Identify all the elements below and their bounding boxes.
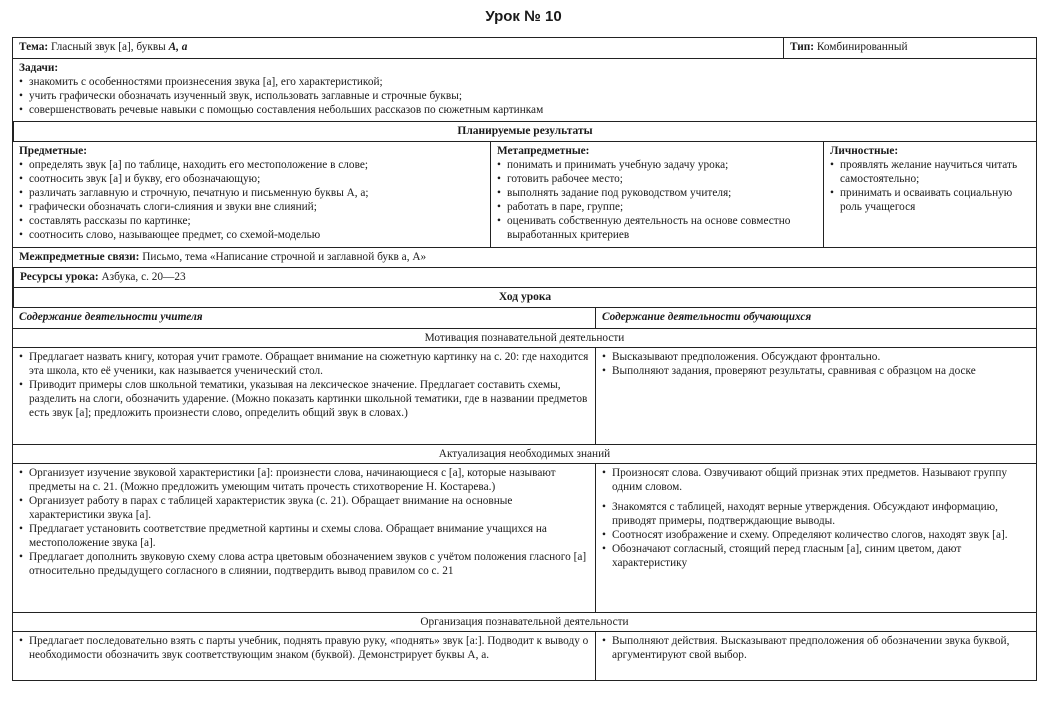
section-organization-row xyxy=(13,632,1036,680)
meta-label: Метапредметные: xyxy=(497,145,590,157)
list-item: • оценивать собственную деятельность на основе совместно выработанных критериев xyxy=(497,214,817,242)
teacher-activity xyxy=(13,348,595,444)
list-item: • определять звук [а] по таблице, находить его местоположение в слове; xyxy=(19,158,484,172)
topic-value: Гласный звук [а], буквы xyxy=(50,41,166,53)
lesson-flow-header: Ход урока xyxy=(13,288,1036,308)
list-item: • Предлагает последовательно взять с парты учебник, поднять правую руку, «поднять» звук [а:]. Подводит к выводу о необходимости обозначить звук соответствующим знаком (буквой). Демонстрирует буквы А, а. xyxy=(19,634,589,662)
students-activity xyxy=(595,348,1036,444)
topic-label: Тема: xyxy=(19,41,49,53)
teacher-column-header: Содержание деятельности учителя xyxy=(19,311,203,323)
topic-cell xyxy=(13,38,783,58)
list-item: • Приводит примеры слов школьной тематики, указывая на лексическое значение. Предлагает составить схемы, разделить на слоги, обозначить ударение. (Можно показать картинки школьной тематики, где в названии предметов есть звук [а]; предложить произнести слово, определить общий звук в словах.) xyxy=(19,378,589,420)
type-value: Комбинированный xyxy=(816,41,908,53)
list-item: • Соотносят изображение и схему. Определяют количество слогов, находят звук [а]. xyxy=(602,528,1030,542)
list-item: • различать заглавную и строчную, печатную и письменную буквы А, а; xyxy=(19,186,484,200)
list-item: • Высказывают предположения. Обсуждают фронтально. xyxy=(602,350,1030,364)
interdisciplinary-label: Межпредметные связи: xyxy=(19,251,140,263)
type-label: Тип: xyxy=(790,41,815,53)
students-column-header: Содержание деятельности обучающихся xyxy=(595,308,1036,328)
students-activity xyxy=(595,464,1036,612)
list-item: • графически обозначать слоги-слияния и звуки вне слияний; xyxy=(19,200,484,214)
subject-list xyxy=(19,158,484,242)
type-cell xyxy=(783,38,1036,58)
section-actualization-row xyxy=(13,464,1036,613)
list-item: • учить графически обозначать изученный звук, использовать заглавные и строчные буквы; xyxy=(19,89,1030,103)
lesson-table xyxy=(12,37,1037,681)
subject-label: Предметные: xyxy=(19,145,88,157)
resources-label: Ресурсы урока: xyxy=(20,271,99,283)
list-item: • Знакомятся с таблицей, находят верные утверждения. Обсуждают информацию, приводят примеры, подтверждающие выводы. xyxy=(602,500,1030,528)
section-title-motivation: Мотивация познавательной деятельности xyxy=(13,329,1036,348)
planned-results-header: Планируемые результаты xyxy=(13,122,1036,142)
list-item: • Произносят слова. Озвучивают общий признак этих предметов. Называют группу одним словом. xyxy=(602,466,1030,494)
students-activity xyxy=(595,632,1036,680)
tasks-list xyxy=(19,75,1030,117)
meta-results xyxy=(490,142,823,247)
tasks-label: Задачи: xyxy=(19,62,59,74)
list-item: • проявлять желание научиться читать самостоятельно; xyxy=(830,158,1030,186)
page-title: Урок № 10 xyxy=(485,8,562,25)
list-item: • Организует работу в парах с таблицей характеристик звука (с. 21). Обращает внимание на основные характеристики звука [а]. xyxy=(19,494,589,522)
list-item: • Выполняют действия. Высказывают предположения об обозначении звука буквой, аргументируют свой выбор. xyxy=(602,634,1030,662)
list-item: • Предлагает назвать книгу, которая учит грамоте. Обращает внимание на сюжетную картинку на с. 20: где находится эта школа, кто её ученики, как называется ученический стол. xyxy=(19,350,589,378)
list-item: • соотносить слово, называющее предмет, со схемой-моделью xyxy=(19,228,484,242)
list-item: • работать в паре, группе; xyxy=(497,200,817,214)
list-item: • знакомить с особенностями произнесения звука [а], его характеристикой; xyxy=(19,75,1030,89)
resources-row xyxy=(13,268,1036,288)
tasks-row xyxy=(13,59,1036,122)
personal-list xyxy=(830,158,1030,214)
list-item: • составлять рассказы по картинке; xyxy=(19,214,484,228)
list-item: • совершенствовать речевые навыки с помощью составления небольших рассказов по сюжетным картинкам xyxy=(19,103,1030,117)
teacher-activity xyxy=(13,464,595,612)
list-item: • принимать и осваивать социальную роль учащегося xyxy=(830,186,1030,214)
list-item: • Обозначают согласный, стоящий перед гласным [а], синим цветом, дают характеристику xyxy=(602,542,1030,570)
list-item: • выполнять задание под руководством учителя; xyxy=(497,186,817,200)
list-item: • соотносить звук [а] и букву, его обозначающую; xyxy=(19,172,484,186)
topic-letters: А, а xyxy=(168,41,188,53)
section-title-actualization: Актуализация необходимых знаний xyxy=(13,445,1036,464)
results-row xyxy=(13,142,1036,248)
resources-value: Азбука, с. 20—23 xyxy=(101,271,186,283)
list-item: • готовить рабочее место; xyxy=(497,172,817,186)
meta-list xyxy=(497,158,817,242)
interdisciplinary-value: Письмо, тема «Написание строчной и заглавной букв а, А» xyxy=(142,251,427,263)
personal-label: Личностные: xyxy=(830,145,899,157)
list-item: • Организует изучение звуковой характеристики [а]: произнести слова, начинающиеся с [а], которые называют предметы на с. 21. (Можно предложить умеющим читать прочесть стихотворение Н. Костарева.) xyxy=(19,466,589,494)
list-item: • понимать и принимать учебную задачу урока; xyxy=(497,158,817,172)
list-item: • Предлагает дополнить звуковую схему слова астра цветовым обозначением звуков с учётом положения гласного [а] относительно предыдущего согласного в слиянии, подтвердить вывод правилом со с. 21 xyxy=(19,550,589,578)
interdisciplinary-row xyxy=(13,248,1036,268)
subject-results xyxy=(13,142,490,247)
personal-results xyxy=(823,142,1036,247)
list-item: • Предлагает установить соответствие предметной картины и схемы слова. Обращает внимание учащихся на местоположение звука [а]. xyxy=(19,522,589,550)
section-motivation-row xyxy=(13,348,1036,445)
topic-row xyxy=(13,38,1036,59)
section-title-organization: Организация познавательной деятельности xyxy=(13,613,1036,632)
columns-header-row xyxy=(13,308,1036,329)
list-item: • Выполняют задания, проверяют результаты, сравнивая с образцом на доске xyxy=(602,364,1030,378)
teacher-activity xyxy=(13,632,595,680)
